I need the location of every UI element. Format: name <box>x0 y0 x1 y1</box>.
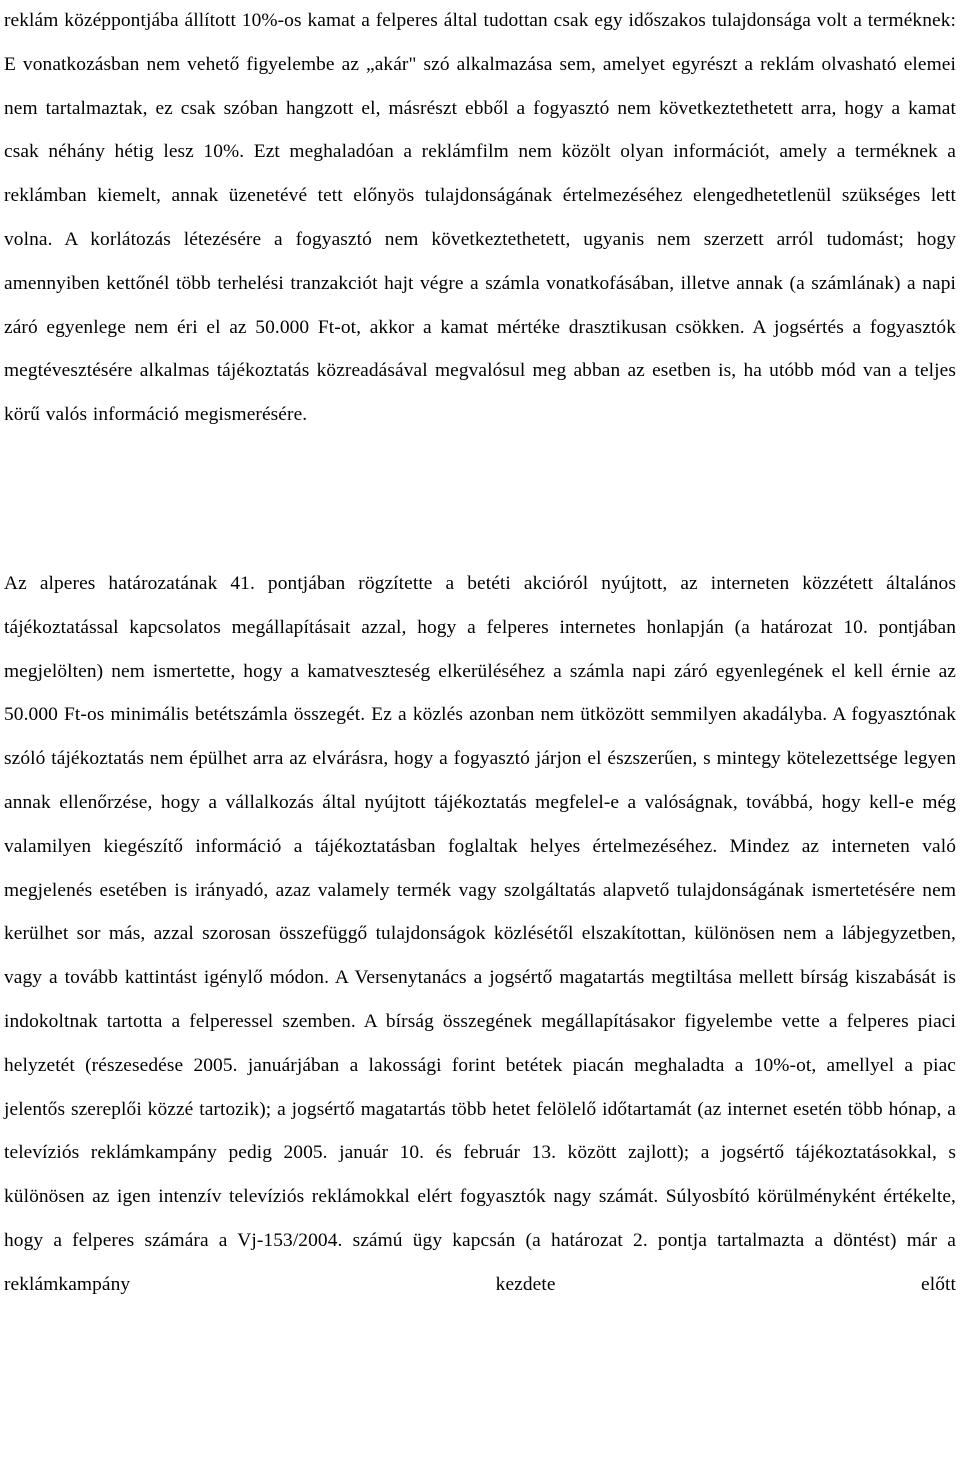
body-paragraph-2: Az alperes határozatának 41. pontjában rögzítette a betéti akcióról nyújtott, az interneten közzétett általános tájékoztatással kapcsolatos megállapításait azzal, hogy a felperes internetes honlapján (a határozat 10. pontjában megjelölten) nem ismertette, hogy a kamatveszteség elkerüléséhez a számla napi záró egyenlegének el kell érnie az 50.000 Ft-os minimális betétszámla összegét. Ez a közlés azonban nem ütközött semmilyen akadályba. A fogyasztónak szóló tájékoztatás nem épülhet arra az elvárásra, hogy a fogyasztó járjon el észszerűen, s mintegy kötelezettsége legyen annak ellenőrzése, hogy a vállalkozás által nyújtott tájékoztatás megfelel-e a valóságnak, továbbá, hogy kell-e még valamilyen kiegészítő információ a tájékoztatásban foglaltak helyes értelmezéséhez. Mindez az interneten való megjelenés esetében is irányadó, azaz valamely termék vagy szolgáltatás alapvető tulajdonságának ismertetésére nem kerülhet sor más, azzal szorosan összefüggő tulajdonságok közlésétől elszakítottan, különösen nem a lábjegyzetben, vagy a tovább kattintást igénylő módon. A Versenytanács a jogsértő magatartás megtiltása mellett bírság kiszabását is indokoltnak tartotta a felperessel szemben. A bírság összegének megállapításakor figyelembe vette a felperes piaci helyzetét (részesedése 2005. januárjában a lakossági forint betétek piacán meghaladta a 10%-ot, amellyel a piac jelentős szereplői közzé tartozik); a jogsértő magatartás több hetet felölelő időtartamát (az internet esetén több hónap, a televíziós reklámkampány pedig 2005. január 10. és február 13. között zajlott); a jogsértő tájékoztatásokkal, s különösen az igen intenzív televíziós reklámokkal elért fogyasztók nagy számát. Súlyosbító körülményként értékelte, hogy a felperes számára a Vj-153/2004. számú ügy kapcsán (a határozat 2. pontja tartalmazta a döntést) már a reklámkampány kezdete előtt <box>4 573 956 1295</box>
body-paragraph-1: reklám középpontjába állított 10%-os kamat a felperes által tudottan csak egy időszakos tulajdonsága volt a terméknek: E vonatkozásban nem vehető figyelembe az „akár" szó alkalmazása sem, amelyet egyrészt a reklám olvasható elemei nem tartalmaztak, ez csak szóban hangzott el, másrészt ebből a fogyasztó nem következtethetett arra, hogy a kamat csak néhány hétig lesz 10%. Ezt meghaladóan a reklámfilm nem közölt olyan információt, amely a terméknek a reklámban kiemelt, annak üzenetévé tett előnyös tulajdonságának értelmezéséhez elengedhetetlenül szükséges lett volna. A korlátozás létezésére a fogyasztó nem következtethetett, ugyanis nem szerzett arról tudomást; hogy amennyiben kettőnél több terhelési tranzakciót hajt végre a számla vonatkofásában, illetve annak (a számlának) a napi záró egyenlege nem éri el az 50.000 Ft-ot, akkor a kamat mértéke drasztikusan csökken. A jogsértés a fogyasztók megtévesztésére alkalmas tájékoztatás közreadásával megvalósul meg abban az esetben is, ha utóbb mód van a teljes körű valós információ megismerésére. <box>4 10 956 426</box>
